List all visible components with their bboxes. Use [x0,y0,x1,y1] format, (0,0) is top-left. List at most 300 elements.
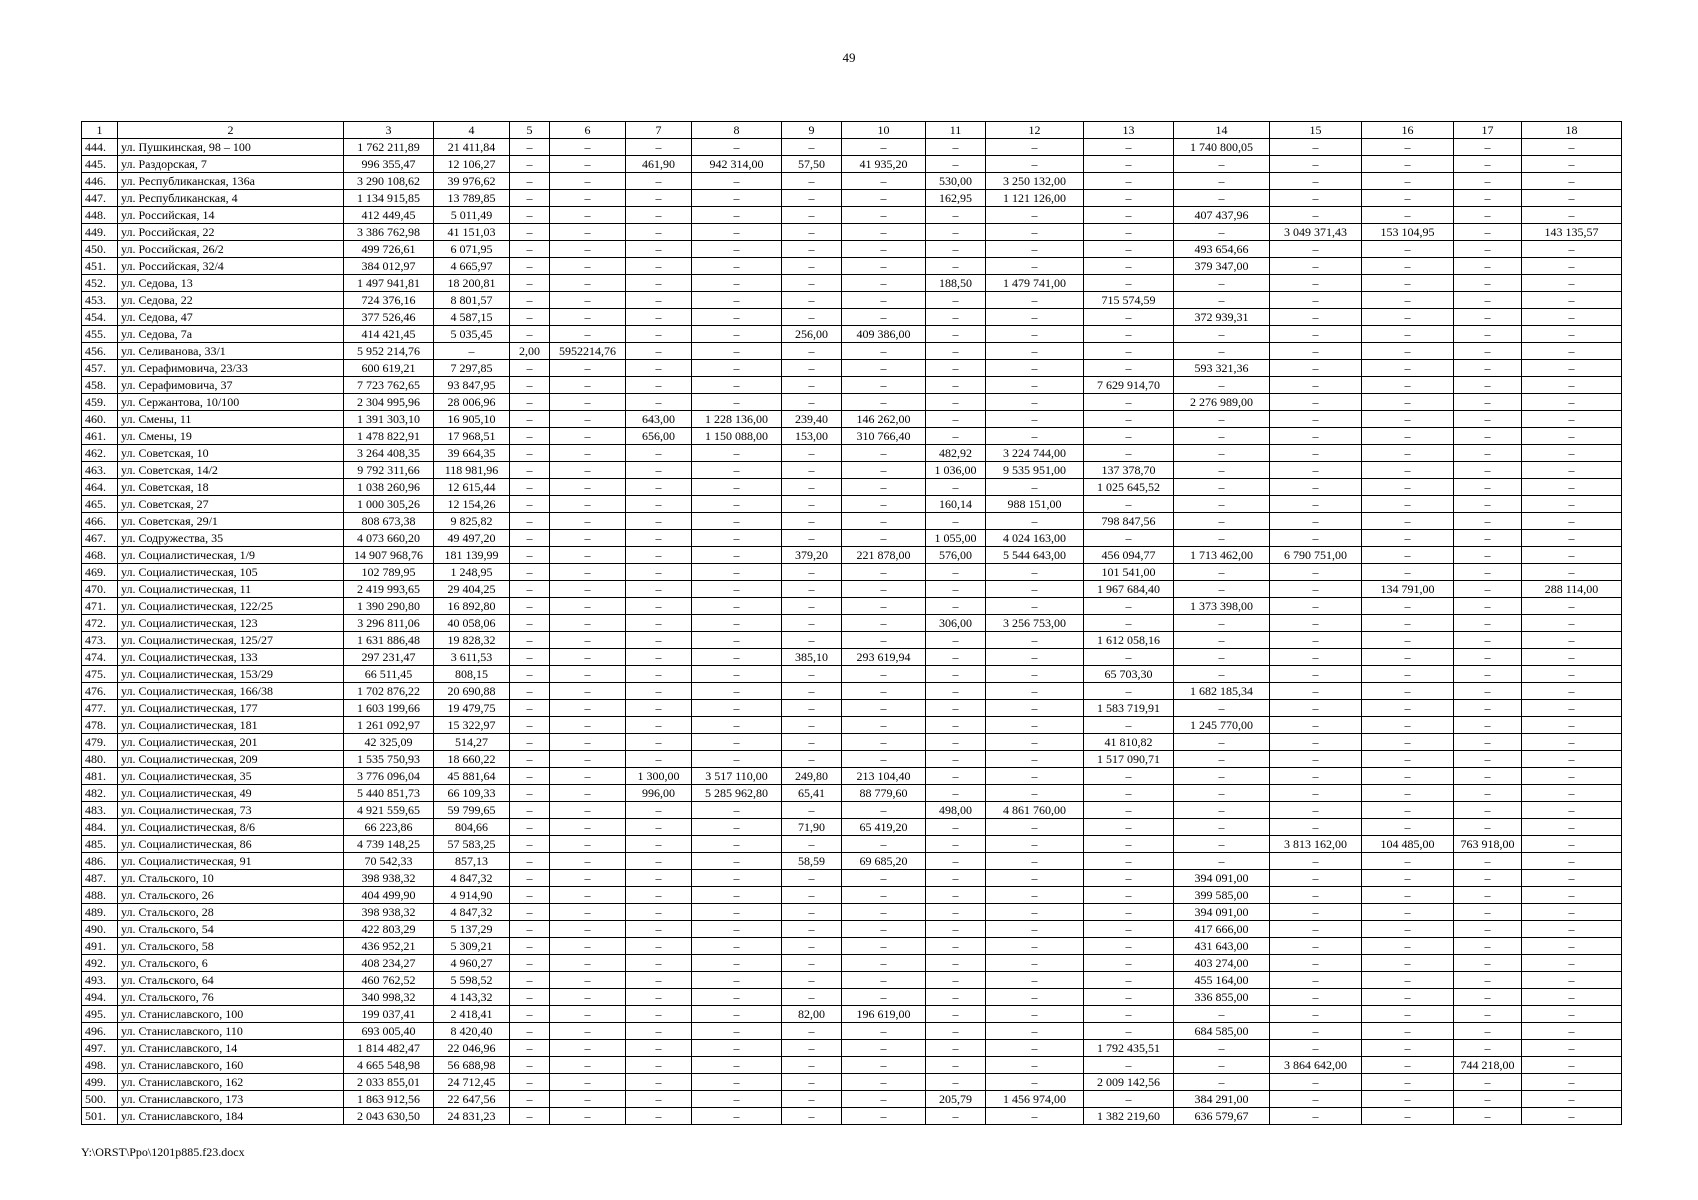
value-cell: – [1084,224,1174,241]
value-cell: 340 998,32 [344,989,434,1006]
value-cell: – [510,921,550,938]
value-cell: – [550,428,626,445]
row-number-cell: 484. [82,819,118,836]
row-number-cell: 452. [82,275,118,292]
value-cell: – [626,632,692,649]
value-cell: – [1454,1040,1522,1057]
table-row [82,343,1622,360]
value-cell: 297 231,47 [344,649,434,666]
value-cell: 29 404,25 [434,581,510,598]
value-cell: – [1270,1040,1362,1057]
value-cell: 5 011,49 [434,207,510,224]
value-cell: – [842,377,926,394]
value-cell: – [626,343,692,360]
row-number-cell: 459. [82,394,118,411]
address-cell: ул. Социалистическая, 123 [118,615,344,632]
value-cell: – [986,836,1084,853]
value-cell: – [692,241,782,258]
value-cell: – [782,1074,842,1091]
value-cell: – [626,394,692,411]
value-cell: 407 437,96 [1174,207,1270,224]
value-cell: – [692,445,782,462]
value-cell: 5 137,29 [434,921,510,938]
value-cell: 4 914,90 [434,887,510,904]
value-cell: 643,00 [626,411,692,428]
row-number-cell: 482. [82,785,118,802]
value-cell: – [550,887,626,904]
value-cell: – [926,683,986,700]
value-cell: – [986,989,1084,1006]
table-row [82,530,1622,547]
value-cell: – [1522,1057,1622,1074]
value-cell: – [926,955,986,972]
row-number-cell: 483. [82,802,118,819]
value-cell: – [692,819,782,836]
value-cell: 1 373 398,00 [1174,598,1270,615]
value-cell: – [926,309,986,326]
value-cell: – [1270,921,1362,938]
value-cell: 4 861 760,00 [986,802,1084,819]
value-cell: – [1270,615,1362,632]
value-cell: – [692,887,782,904]
value-cell: – [1270,326,1362,343]
value-cell: – [626,190,692,207]
value-cell: – [1174,190,1270,207]
value-cell: – [1522,802,1622,819]
value-cell: – [692,972,782,989]
column-header: 7 [626,122,692,139]
value-cell: – [782,904,842,921]
value-cell: – [510,1057,550,1074]
value-cell: – [1454,139,1522,156]
value-cell: 744 218,00 [1454,1057,1522,1074]
value-cell: 996 355,47 [344,156,434,173]
value-cell: – [550,836,626,853]
value-cell: 412 449,45 [344,207,434,224]
value-cell: 996,00 [626,785,692,802]
value-cell: – [434,343,510,360]
value-cell: – [510,802,550,819]
value-cell: 16 892,80 [434,598,510,615]
value-cell: – [1270,564,1362,581]
value-cell: – [986,717,1084,734]
value-cell: – [626,1040,692,1057]
value-cell: – [550,564,626,581]
value-cell: 9 535 951,00 [986,462,1084,479]
address-cell: ул. Сержантова, 10/100 [118,394,344,411]
table-row [82,734,1622,751]
value-cell: – [692,751,782,768]
row-number-cell: 496. [82,1023,118,1040]
value-cell: – [986,377,1084,394]
value-cell: – [626,870,692,887]
value-cell: – [550,258,626,275]
value-cell: – [986,972,1084,989]
value-cell: – [550,853,626,870]
value-cell: 4 921 559,65 [344,802,434,819]
table-row [82,258,1622,275]
value-cell: – [510,309,550,326]
value-cell: – [510,700,550,717]
value-cell: – [1454,989,1522,1006]
value-cell: – [842,530,926,547]
value-cell: – [986,292,1084,309]
value-cell: 82,00 [782,1006,842,1023]
value-cell: 249,80 [782,768,842,785]
value-cell: 24 831,23 [434,1108,510,1125]
value-cell: 1 967 684,40 [1084,581,1174,598]
value-cell: – [550,700,626,717]
value-cell: – [1084,1091,1174,1108]
value-cell: – [842,734,926,751]
value-cell: 2 419 993,65 [344,581,434,598]
value-cell: 1 000 305,26 [344,496,434,513]
table-row [82,938,1622,955]
value-cell: – [626,139,692,156]
value-cell: – [1454,207,1522,224]
value-cell: – [692,1074,782,1091]
value-cell: – [986,309,1084,326]
value-cell: – [1362,598,1454,615]
value-cell: – [842,258,926,275]
value-cell: – [1362,1057,1454,1074]
value-cell: – [1454,292,1522,309]
value-cell: 6 790 751,00 [1270,547,1362,564]
value-cell: – [1522,921,1622,938]
value-cell: 4 143,32 [434,989,510,1006]
value-cell: – [626,700,692,717]
value-cell: – [1174,156,1270,173]
address-cell: ул. Социалистическая, 122/25 [118,598,344,615]
value-cell: – [1522,1006,1622,1023]
value-cell: – [986,343,1084,360]
value-cell: – [986,326,1084,343]
value-cell: – [550,1091,626,1108]
value-cell: – [986,1040,1084,1057]
address-cell: ул. Стальского, 26 [118,887,344,904]
value-cell: – [626,173,692,190]
value-cell: 57,50 [782,156,842,173]
row-number-cell: 467. [82,530,118,547]
value-cell: – [782,989,842,1006]
value-cell: 1 478 822,91 [344,428,434,445]
value-cell: – [1454,853,1522,870]
value-cell: 143 135,57 [1522,224,1622,241]
value-cell: – [626,887,692,904]
value-cell: – [626,547,692,564]
value-cell: – [986,513,1084,530]
value-cell: – [510,751,550,768]
value-cell: 4 665 548,98 [344,1057,434,1074]
value-cell: – [782,173,842,190]
value-cell: 39 664,35 [434,445,510,462]
value-cell: 1 682 185,34 [1174,683,1270,700]
value-cell: – [1522,1023,1622,1040]
value-cell: – [550,156,626,173]
value-cell: 4 073 660,20 [344,530,434,547]
value-cell: 1 248,95 [434,564,510,581]
value-cell: – [842,632,926,649]
value-cell: – [1084,615,1174,632]
value-cell: – [626,972,692,989]
value-cell: – [842,292,926,309]
value-cell: – [842,275,926,292]
value-cell: – [510,870,550,887]
value-cell: – [1174,173,1270,190]
value-cell: – [782,683,842,700]
value-cell: – [692,649,782,666]
value-cell: – [510,445,550,462]
value-cell: – [692,666,782,683]
value-cell: – [1522,513,1622,530]
value-cell: – [1454,904,1522,921]
value-cell: – [550,1057,626,1074]
value-cell: 456 094,77 [1084,547,1174,564]
value-cell: – [1270,717,1362,734]
value-cell: 1 055,00 [926,530,986,547]
file-path-footer: Y:\ORST\Ppo\1201p885.f23.docx [81,1145,245,1159]
value-cell: – [510,1023,550,1040]
value-cell: – [782,139,842,156]
row-number-cell: 465. [82,496,118,513]
value-cell: 798 847,56 [1084,513,1174,530]
value-cell: – [1454,802,1522,819]
table-row [82,360,1622,377]
value-cell: – [626,258,692,275]
value-cell: – [626,955,692,972]
value-cell: – [1362,564,1454,581]
value-cell: – [1362,530,1454,547]
value-cell: – [1084,343,1174,360]
value-cell: 409 386,00 [842,326,926,343]
address-cell: ул. Российская, 26/2 [118,241,344,258]
value-cell: 1 740 800,05 [1174,139,1270,156]
value-cell: – [926,921,986,938]
value-cell: – [842,802,926,819]
value-cell: – [782,207,842,224]
address-cell: ул. Советская, 14/2 [118,462,344,479]
value-cell: – [1522,1074,1622,1091]
row-number-cell: 498. [82,1057,118,1074]
value-cell: – [1174,1074,1270,1091]
value-cell: – [1522,326,1622,343]
address-cell: ул. Российская, 22 [118,224,344,241]
value-cell: – [1454,156,1522,173]
address-cell: ул. Седова, 13 [118,275,344,292]
value-cell: 1 228 136,00 [692,411,782,428]
value-cell: – [842,343,926,360]
value-cell: – [842,870,926,887]
value-cell: – [986,394,1084,411]
value-cell: 394 091,00 [1174,904,1270,921]
column-header: 17 [1454,122,1522,139]
value-cell: – [1174,1040,1270,1057]
value-cell: – [692,1006,782,1023]
value-cell: – [1270,649,1362,666]
value-cell: 4 847,32 [434,904,510,921]
value-cell: – [626,581,692,598]
value-cell: – [626,224,692,241]
value-cell: – [1174,836,1270,853]
value-cell: – [1084,309,1174,326]
value-cell: 498,00 [926,802,986,819]
value-cell: – [986,1074,1084,1091]
value-cell: – [1174,802,1270,819]
value-cell: – [626,904,692,921]
value-cell: – [1454,598,1522,615]
value-cell: – [1084,275,1174,292]
value-cell: – [1084,360,1174,377]
value-cell: – [626,1074,692,1091]
value-cell: – [1522,496,1622,513]
value-cell: – [550,411,626,428]
table-row [82,411,1622,428]
address-cell: ул. Смены, 11 [118,411,344,428]
value-cell: – [1362,632,1454,649]
value-cell: – [1270,190,1362,207]
value-cell: – [782,734,842,751]
value-cell: – [1454,819,1522,836]
table-row [82,1006,1622,1023]
row-number-cell: 457. [82,360,118,377]
value-cell: – [926,972,986,989]
value-cell: – [1270,411,1362,428]
value-cell: 15 322,97 [434,717,510,734]
table-row [82,598,1622,615]
value-cell: 384 012,97 [344,258,434,275]
value-cell: 404 499,90 [344,887,434,904]
value-cell: 65 419,20 [842,819,926,836]
address-cell: ул. Содружества, 35 [118,530,344,547]
value-cell: – [626,615,692,632]
value-cell: – [782,802,842,819]
value-cell: – [842,139,926,156]
value-cell: – [926,853,986,870]
table-row [82,1040,1622,1057]
value-cell: – [1522,700,1622,717]
column-header: 9 [782,122,842,139]
value-cell: – [782,921,842,938]
value-cell: – [1270,173,1362,190]
table-row [82,666,1622,683]
value-cell: – [1362,904,1454,921]
table-row [82,649,1622,666]
page-number: 49 [842,50,856,65]
value-cell: – [926,581,986,598]
table-row [82,394,1622,411]
value-cell: – [692,479,782,496]
row-number-cell: 468. [82,547,118,564]
value-cell: 7 629 914,70 [1084,377,1174,394]
value-cell: 715 574,59 [1084,292,1174,309]
value-cell: – [986,853,1084,870]
value-cell: – [1522,445,1622,462]
value-cell: – [842,1057,926,1074]
value-cell: – [510,326,550,343]
value-cell: 436 952,21 [344,938,434,955]
value-cell: – [986,207,1084,224]
value-cell: – [1270,819,1362,836]
value-cell: 3 250 132,00 [986,173,1084,190]
value-cell: – [510,479,550,496]
value-cell: – [1454,632,1522,649]
value-cell: – [842,938,926,955]
value-cell: 763 918,00 [1454,836,1522,853]
value-cell: 1 517 090,71 [1084,751,1174,768]
value-cell: 3 290 108,62 [344,173,434,190]
value-cell: 101 541,00 [1084,564,1174,581]
row-number-cell: 460. [82,411,118,428]
row-number-cell: 461. [82,428,118,445]
value-cell: – [1270,853,1362,870]
value-cell: – [550,496,626,513]
value-cell: – [1522,666,1622,683]
value-cell: – [1084,921,1174,938]
value-cell: – [1084,819,1174,836]
value-cell: – [692,513,782,530]
address-cell: ул. Советская, 27 [118,496,344,513]
value-cell: – [1270,207,1362,224]
value-cell: – [550,870,626,887]
value-cell: – [692,360,782,377]
value-cell: – [926,1057,986,1074]
value-cell: – [782,632,842,649]
value-cell: – [692,581,782,598]
address-cell: ул. Социалистическая, 35 [118,768,344,785]
value-cell: – [1362,921,1454,938]
value-cell: – [1362,683,1454,700]
value-cell: – [1362,139,1454,156]
value-cell: – [550,292,626,309]
value-cell: – [1454,173,1522,190]
value-cell: – [1084,496,1174,513]
value-cell: – [550,666,626,683]
value-cell: 1 245 770,00 [1174,717,1270,734]
value-cell: – [926,598,986,615]
value-cell: – [1522,377,1622,394]
value-cell: 600 619,21 [344,360,434,377]
value-cell: 461,90 [626,156,692,173]
value-cell: 493 654,66 [1174,241,1270,258]
value-cell: – [1084,887,1174,904]
value-cell: – [1522,139,1622,156]
row-number-cell: 462. [82,445,118,462]
value-cell: – [1362,700,1454,717]
value-cell: – [692,1040,782,1057]
value-cell: – [1522,717,1622,734]
row-number-cell: 501. [82,1108,118,1125]
value-cell: – [692,904,782,921]
value-cell: – [1270,530,1362,547]
value-cell: 256,00 [782,326,842,343]
value-cell: 2 033 855,01 [344,1074,434,1091]
address-cell: ул. Станиславского, 100 [118,1006,344,1023]
value-cell: – [926,479,986,496]
value-cell: – [510,649,550,666]
value-cell: – [926,343,986,360]
value-cell: 66 511,45 [344,666,434,683]
value-cell: – [692,1091,782,1108]
value-cell: – [1270,496,1362,513]
value-cell: – [510,207,550,224]
value-cell: – [782,479,842,496]
address-cell: ул. Стальского, 6 [118,955,344,972]
value-cell: – [692,190,782,207]
value-cell: – [510,1006,550,1023]
value-cell: – [1522,1091,1622,1108]
value-cell: – [692,1023,782,1040]
value-cell: – [510,292,550,309]
